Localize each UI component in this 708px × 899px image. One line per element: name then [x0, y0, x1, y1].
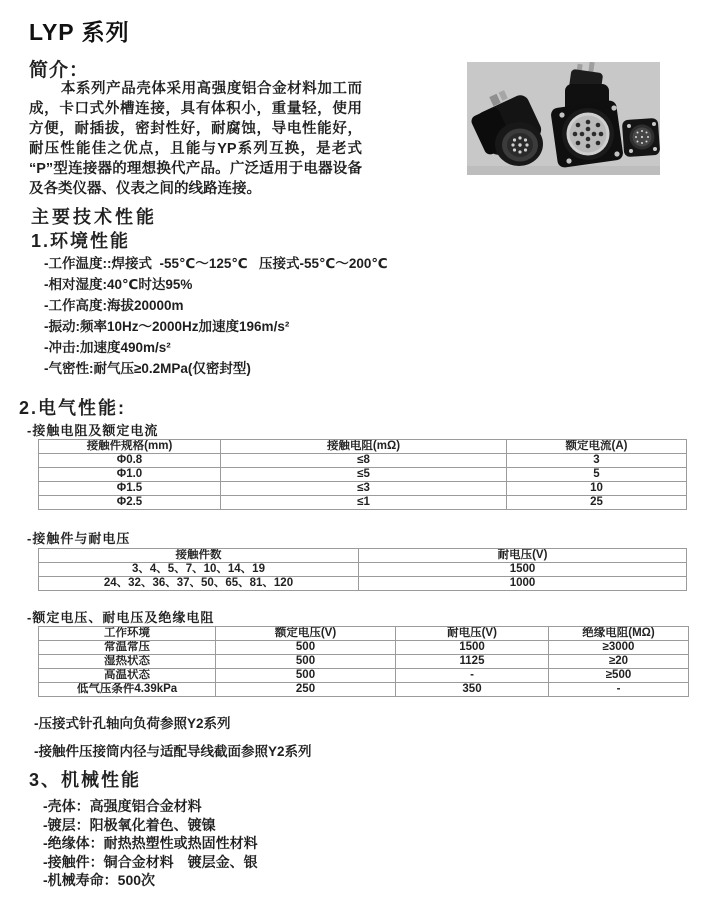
cell: 1500 — [396, 641, 549, 655]
cell: Φ1.0 — [39, 468, 221, 482]
list-item: -镀层：阳极氧化着色、镀镍 — [43, 816, 216, 833]
cell: 24、32、36、37、50、65、81、120 — [39, 577, 359, 591]
list-item: -工作温度::焊接式 -55℃～125℃ 压接式-55℃～200℃ — [44, 256, 388, 271]
cell: 500 — [216, 641, 396, 655]
cell: 500 — [216, 655, 396, 669]
elec-performance-heading: 2.电气性能: — [19, 398, 127, 418]
cell: ≥3000 — [549, 641, 689, 655]
column-header: 绝缘电阻(MΩ) — [549, 627, 689, 641]
list-item: -相对湿度:40℃时达95% — [44, 277, 193, 292]
cell: ≥500 — [549, 669, 689, 683]
list-item: -壳体：高强度铝合金材料 — [43, 798, 202, 814]
column-header: 耐电压(V) — [396, 627, 549, 641]
list-item: -气密性:耐气压≥0.2MPa(仅密封型) — [44, 361, 251, 376]
column-header: 接触电阻(mΩ) — [221, 440, 507, 454]
product-photo — [467, 62, 660, 175]
table-row — [39, 577, 687, 591]
table-row — [39, 683, 689, 697]
cell: 1500 — [359, 563, 687, 577]
contact-resistance-table — [38, 439, 687, 510]
cell: ≤8 — [221, 454, 507, 468]
list-item: -冲击:加速度490m/s² — [44, 340, 171, 355]
page-title: LYP 系列 — [29, 19, 130, 45]
column-header: 额定电压(V) — [216, 627, 396, 641]
mech-performance-list — [43, 797, 258, 890]
crimp-load-note: -压接式针孔轴向负荷参照Y2系列 — [34, 716, 231, 731]
cell: 250 — [216, 683, 396, 697]
connectors-photo-illustration — [467, 62, 660, 175]
intro-paragraph: 本系列产品壳体采用高强度铝合金材料加工而成，卡口式外槽连接，具有体积小，重量轻，使用方便，耐插拔，密封性好，耐腐蚀，导电性能好，耐压性能佳之优点，且能与YP系列互换，是老式“P”型连接器的理想换代产品。广泛适用于电器设备及各类仪器、仪表之间的线路连接。 — [29, 81, 362, 197]
table-row — [39, 454, 687, 468]
list-item: -机械寿命：500次 — [43, 872, 156, 888]
intro-heading: 简介： — [29, 60, 90, 81]
cell: 1000 — [359, 577, 687, 591]
list-item: -振动:频率10Hz～2000Hz加速度196m/s² — [44, 319, 290, 334]
table1-label: -接触电阻及额定电流 — [27, 423, 159, 438]
column-header: 额定电流(A) — [507, 440, 687, 454]
mech-performance-heading: 3、机械性能 — [29, 770, 142, 790]
table-header-row — [39, 627, 689, 641]
cell: Φ0.8 — [39, 454, 221, 468]
cell: 25 — [507, 496, 687, 510]
table-row — [39, 669, 689, 683]
table-header-row — [39, 549, 687, 563]
column-header: 接触件规格(mm) — [39, 440, 221, 454]
cell: Φ2.5 — [39, 496, 221, 510]
env-performance-heading: 1.环境性能 — [31, 231, 131, 251]
small-flange-connector-icon — [622, 118, 660, 157]
cell: 常温常压 — [39, 641, 216, 655]
column-header: 耐电压(V) — [359, 549, 687, 563]
table-row — [39, 563, 687, 577]
cell: 5 — [507, 468, 687, 482]
table2-label: -接触件与耐电压 — [27, 531, 131, 546]
table-row — [39, 482, 687, 496]
contacts-withstand-voltage-table — [38, 548, 687, 591]
voltage-insulation-table — [38, 626, 689, 697]
cell: 低气压条件4.39kPa — [39, 683, 216, 697]
crimp-barrel-note: -接触件压接筒内径与适配导线截面参照Y2系列 — [34, 744, 312, 759]
table-header-row — [39, 440, 687, 454]
table-row — [39, 496, 687, 510]
env-performance-list — [44, 253, 388, 379]
cell: 3 — [507, 454, 687, 468]
cell: 500 — [216, 669, 396, 683]
cell: 1125 — [396, 655, 549, 669]
table-row — [39, 468, 687, 482]
table3-label: -额定电压、耐电压及绝缘电阻 — [27, 610, 215, 625]
list-item: -接触件：铜合金材料 镀层金、银 — [43, 853, 258, 870]
cell: - — [396, 669, 549, 683]
list-item: -工作高度:海拔20000m — [44, 298, 184, 313]
cell: 350 — [396, 683, 549, 697]
cell: 10 — [507, 482, 687, 496]
cell: ≤5 — [221, 468, 507, 482]
column-header: 工作环境 — [39, 627, 216, 641]
main-performance-heading: 主要技术性能 — [31, 207, 157, 227]
table-row — [39, 641, 689, 655]
cell: 3、4、5、7、10、14、19 — [39, 563, 359, 577]
cell: ≤3 — [221, 482, 507, 496]
cell: Φ1.5 — [39, 482, 221, 496]
cell: 高温状态 — [39, 669, 216, 683]
cell: ≥20 — [549, 655, 689, 669]
cell: - — [549, 683, 689, 697]
cell: ≤1 — [221, 496, 507, 510]
list-item: -绝缘体：耐热热塑性或热固性材料 — [43, 835, 258, 851]
cell: 湿热状态 — [39, 655, 216, 669]
column-header: 接触件数 — [39, 549, 359, 563]
table-row — [39, 655, 689, 669]
